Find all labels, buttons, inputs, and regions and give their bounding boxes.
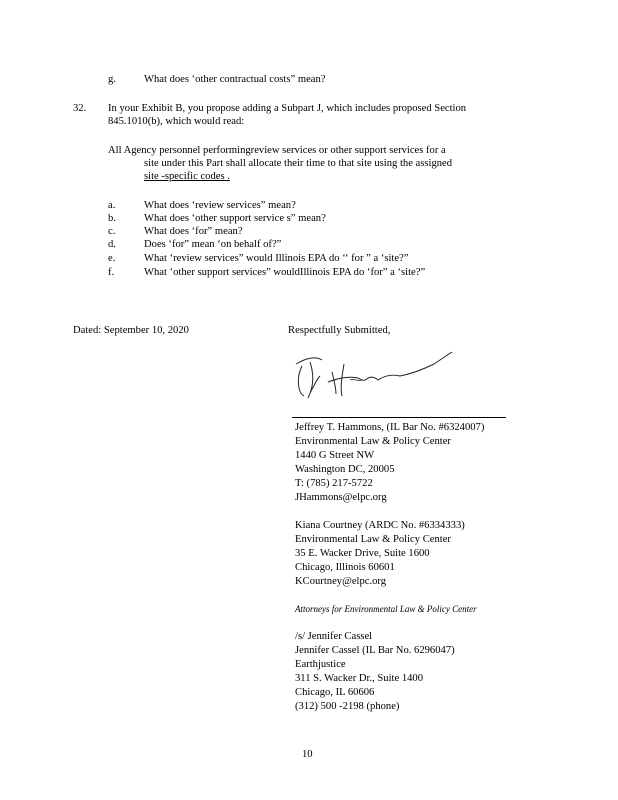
page-number: 10 [302, 749, 313, 760]
item-label: d. [108, 239, 116, 250]
attorney-address: Washington DC, 20005 [295, 464, 395, 475]
question-intro: 845.1010(b), which would read: [108, 116, 245, 127]
sub-question: What ‘other support services” wouldIllinois EPA do ‘for” a ‘site?” [144, 267, 426, 278]
sub-question: What ‘review services” would Illinois EPA do ‘‘ for ” a ‘site?” [144, 253, 409, 264]
attorney-name: Jeffrey T. Hammons, (IL Bar No. #6324007) [295, 422, 485, 433]
attorney-address: 1440 G Street NW [295, 450, 375, 461]
attorney-phone: T: (785) 217-5722 [295, 478, 373, 489]
attorney-address: 35 E. Wacker Drive, Suite 1600 [295, 548, 430, 559]
item-label: e. [108, 253, 116, 264]
attorney-address: Chicago, IL 60606 [295, 687, 375, 698]
attorney-name: Jennifer Cassel (IL Bar No. 6296047) [295, 645, 455, 656]
question-number: 32. [73, 103, 87, 114]
sub-question: What does ‘other support service s” mean? [144, 213, 326, 224]
item-label: a. [108, 200, 116, 211]
respectfully-submitted: Respectfully Submitted, [288, 325, 391, 336]
attorneys-for-line: Attorneys for Environmental Law & Policy Center [295, 604, 477, 614]
attorney-org: Environmental Law & Policy Center [295, 436, 451, 447]
sub-question: What does ‘review services” mean? [144, 200, 296, 211]
date-line: Dated: September 10, 2020 [73, 325, 189, 336]
attorney-address: Chicago, Illinois 60601 [295, 562, 395, 573]
attorney-name: Kiana Courtney (ARDC No. #6334333) [295, 520, 465, 531]
attorney-email: JHammons@elpc.org [295, 492, 387, 503]
quoted-rule-text: site -specific codes . [144, 171, 230, 182]
attorney-address: 311 S. Wacker Dr., Suite 1400 [295, 673, 424, 684]
quoted-rule-text: site under this Part shall allocate their time to that site using the assigned [144, 158, 453, 169]
sub-question: Does ‘for” mean ‘on behalf of?” [144, 239, 282, 250]
signature-image [292, 348, 454, 403]
question-text: What does ‘other contractual costs” mean? [144, 74, 326, 85]
sub-question: What does ‘for” mean? [144, 226, 243, 237]
attorney-phone: (312) 500 -2198 (phone) [295, 701, 400, 712]
attorney-email: KCourtney@elpc.org [295, 576, 387, 587]
quoted-rule-text: All Agency personnel performingreview services or other support services for a [108, 145, 446, 156]
item-label: c. [108, 226, 116, 237]
signature-line [292, 417, 506, 418]
question-intro: In your Exhibit B, you propose adding a Subpart J, which includes proposed Section [108, 103, 467, 114]
attorney-org: Earthjustice [295, 659, 346, 670]
item-label: f. [108, 267, 115, 278]
item-label: g. [108, 74, 116, 85]
item-label: b. [108, 213, 116, 224]
attorney-org: Environmental Law & Policy Center [295, 534, 451, 545]
electronic-signature: /s/ Jennifer Cassel [295, 631, 373, 642]
